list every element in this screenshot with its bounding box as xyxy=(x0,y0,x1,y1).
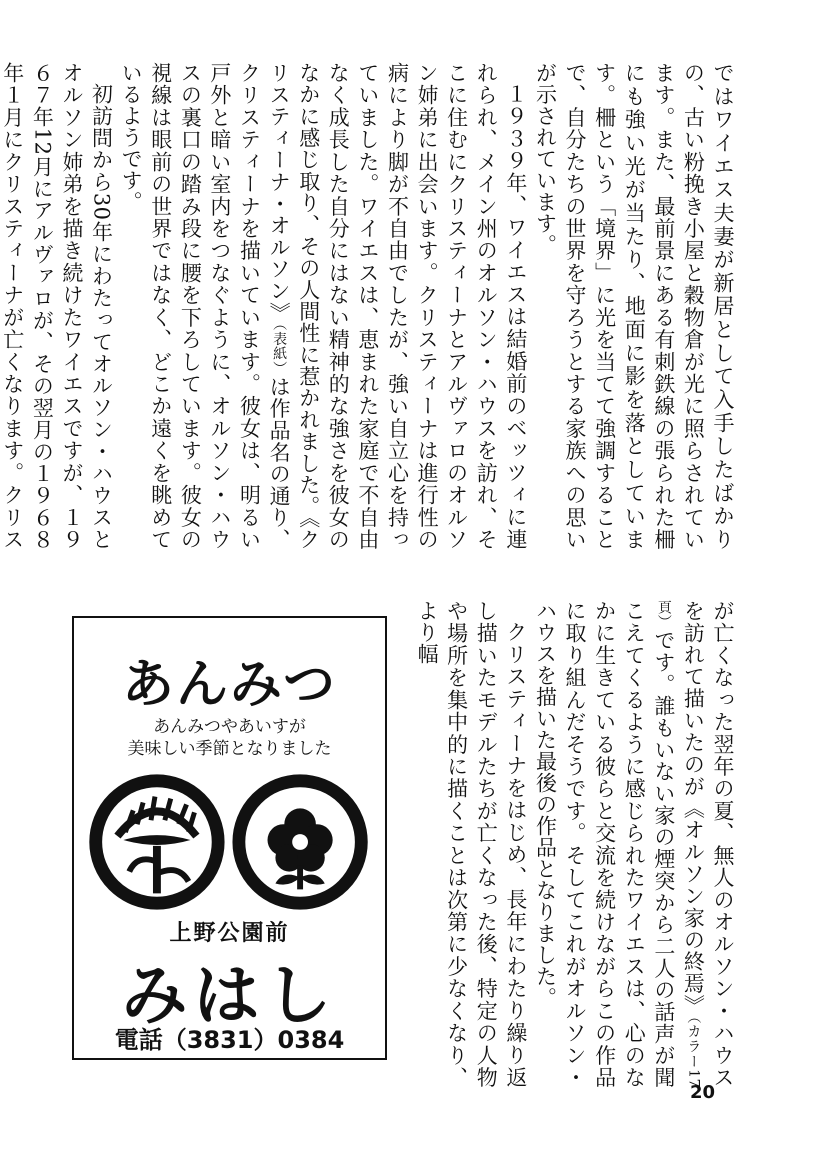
paragraph-4-text-cont: です。誰もいない家の煙突から二人の話声が聞こえてくるように感じられたワイエスは、心のなかに生きている彼らと交流を続けながらこの作品に取り組んだそうです。そしてこれがオルソン・ハウスを描いた最後の作品となりました。 xyxy=(533,600,676,1089)
camellia-logo-icon xyxy=(239,781,361,903)
paragraph-1: ではワイエス夫妻が新居として入手したばかりの、古い粉挽き小屋と穀物倉が光に照らされています。また、最前景にある有刺鉄線の張られた柵にも強い光が当たり、地面に影を落としています。柵という「境界」に光を当てて強調することで、自分たちの世界を守ろうとする家族への思いが示されています。 xyxy=(533,62,735,551)
paragraph-2-text-cont: は作品名の通り、クリスティーナを描いています。彼女は、明るい戸外と暗い室内をつなぐように、オルソン・ハウスの裏口の踏み段に腰を下ろしています。彼女の視線は眼前の世界ではなく、どこか遠くを眺めているようです。 xyxy=(119,62,292,551)
advertisement-box xyxy=(72,616,387,1060)
cover-note: （表紙） xyxy=(271,323,288,376)
color-page-note: （カラー17頁） xyxy=(655,600,702,1088)
paragraph-2-text: １９３９年、ワイエスは結婚前のベッツィに連れられ、メイン州のオルソン・ハウスを訪れ、そこに住むにクリスティーナとアルヴァロのオルソン姉弟に出会います。クリスティーナは進行性の病により脚が不自由でしたが、強い自立心を持っていました。ワイエスは、恵まれた家庭で不自由なく成長した自分にはない精神的な強さを彼女のなかに感じ取り、その人間性に惹かれました。《クリスティーナ・オルソン》 xyxy=(267,62,528,551)
article-bottom-block xyxy=(367,600,737,1088)
ad-shop-name: みはし xyxy=(121,957,338,1034)
ad-title: あんみつ xyxy=(122,655,337,715)
paragraph-2 xyxy=(116,62,530,550)
paragraph-4 xyxy=(530,600,737,1088)
ad-tagline-2: 美味しい季節となりました xyxy=(127,739,332,759)
page-number: 20 xyxy=(690,1082,716,1103)
paragraph-4-text: が亡くなった翌年の夏、無人のオルソン・ハウスを訪れて描いたのが《オルソン家の終焉》 xyxy=(681,600,735,1088)
ad-tagline-1: あんみつやあいすが xyxy=(153,717,306,737)
ad-logos xyxy=(74,766,385,916)
ad-location: 上野公園前 xyxy=(169,921,290,946)
chrysanthemum-logo-icon xyxy=(96,781,218,903)
article-top-block xyxy=(0,62,737,551)
ad-phone: 電話（3831）0384 xyxy=(114,1026,345,1054)
paragraph-5: クリスティーナをはじめ、長年にわたり繰り返し描いたモデルたちが亡くなった後、特定の人物や場所を集中的に描くことは次第に少なくなり、より幅 xyxy=(415,600,528,1088)
paragraph-3: 初訪問から30年にわたってオルソン・ハウスとオルソン姉弟を描き続けたワイエスですが、１９６７年12月にアルヴァロが、その翌月の１９６８年１月にクリスティーナが亡くなります。クリス xyxy=(0,62,114,550)
